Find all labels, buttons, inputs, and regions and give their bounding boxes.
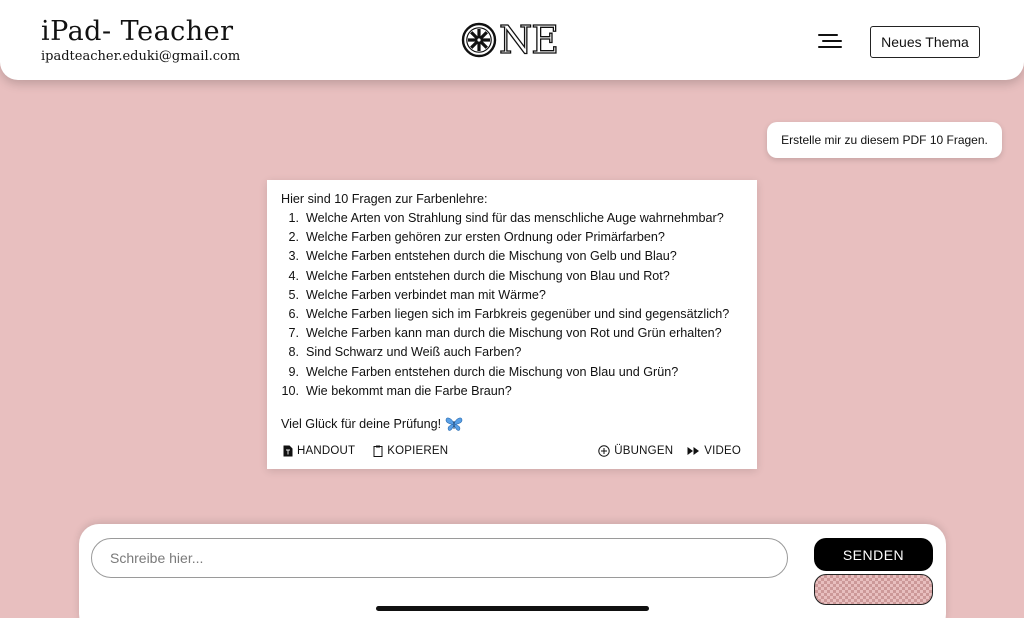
app-header [0, 0, 1024, 80]
copy-button[interactable] [373, 445, 448, 457]
handout-button[interactable] [283, 445, 355, 457]
question-number: 7. [288, 326, 299, 341]
handout-label: HANDOUT [297, 445, 356, 457]
message-input[interactable] [91, 538, 788, 578]
message-composer [79, 524, 946, 618]
question-number: 9. [288, 364, 299, 379]
question-text: Wie bekommt man die Farbe Braun? [306, 383, 512, 398]
question-number: 1. [288, 211, 299, 225]
answer-actions [283, 443, 741, 459]
list-item [281, 382, 743, 401]
answer-intro: Hier sind 10 Fragen zur Farbenlehre: [281, 192, 488, 206]
question-number: 4. [288, 268, 299, 283]
wheel-icon [461, 22, 497, 58]
question-number: 8. [288, 345, 299, 360]
app-title: iPad- Teacher [41, 16, 234, 47]
question-text: Welche Farben gehören zur ersten Ordnung oder Primärfarben? [306, 230, 665, 245]
list-item [281, 286, 743, 305]
clipboard-icon [373, 445, 383, 457]
account-email: ipadteacher.eduki@gmail.com [41, 49, 241, 64]
brand [41, 16, 240, 65]
document-icon [283, 445, 293, 457]
question-text: Welche Farben kann man durch die Mischung von Rot und Grün erhalten? [306, 326, 722, 341]
question-text: Sind Schwarz und Weiß auch Farben? [306, 345, 522, 360]
assistant-answer-card [267, 180, 757, 469]
question-number: 2. [288, 230, 299, 245]
secondary-pattern-button[interactable] [814, 574, 933, 605]
list-item [281, 247, 743, 266]
list-item [281, 343, 743, 362]
new-topic-button[interactable]: Neues Thema [870, 26, 980, 58]
question-number: 3. [288, 249, 299, 264]
video-button[interactable] [687, 445, 741, 457]
user-message: Erstelle mir zu diesem PDF 10 Fragen. [767, 122, 1002, 158]
exercises-label: ÜBUNGEN [614, 445, 674, 457]
question-number: 10. [281, 383, 299, 398]
question-text: Welche Farben liegen sich im Farbkreis gegenüber und sind gegensätzlich? [306, 307, 730, 322]
fast-forward-icon [687, 446, 700, 456]
video-label: VIDEO [704, 445, 741, 457]
list-item [281, 267, 743, 286]
question-text: Welche Farben entstehen durch die Mischung von Gelb und Blau? [306, 249, 677, 264]
question-list [281, 209, 743, 401]
home-indicator [376, 606, 649, 611]
logo [461, 20, 558, 60]
copy-label: KOPIEREN [387, 445, 449, 457]
list-item [281, 324, 743, 343]
hamburger-menu-icon[interactable] [818, 32, 842, 50]
logo-text: NE [499, 18, 558, 62]
question-text: Welche Farben entstehen durch die Mischung von Blau und Rot? [306, 268, 670, 283]
list-item [281, 363, 743, 382]
outro-text: Viel Glück für deine Prüfung! [281, 417, 442, 432]
question-text: Welche Arten von Strahlung sind für das menschliche Auge wahrnehmbar? [306, 211, 724, 225]
butterfly-icon [445, 416, 463, 432]
plus-circle-icon [598, 445, 610, 457]
list-item [281, 305, 743, 324]
exercises-button[interactable] [598, 445, 673, 457]
question-number: 5. [288, 287, 299, 302]
answer-outro [281, 415, 743, 433]
send-button[interactable]: SENDEN [814, 538, 933, 571]
list-item [281, 209, 743, 228]
question-text: Welche Farben verbindet man mit Wärme? [306, 287, 546, 302]
question-text: Welche Farben entstehen durch die Mischung von Blau und Grün? [306, 364, 679, 379]
question-number: 6. [288, 307, 299, 322]
list-item [281, 228, 743, 247]
